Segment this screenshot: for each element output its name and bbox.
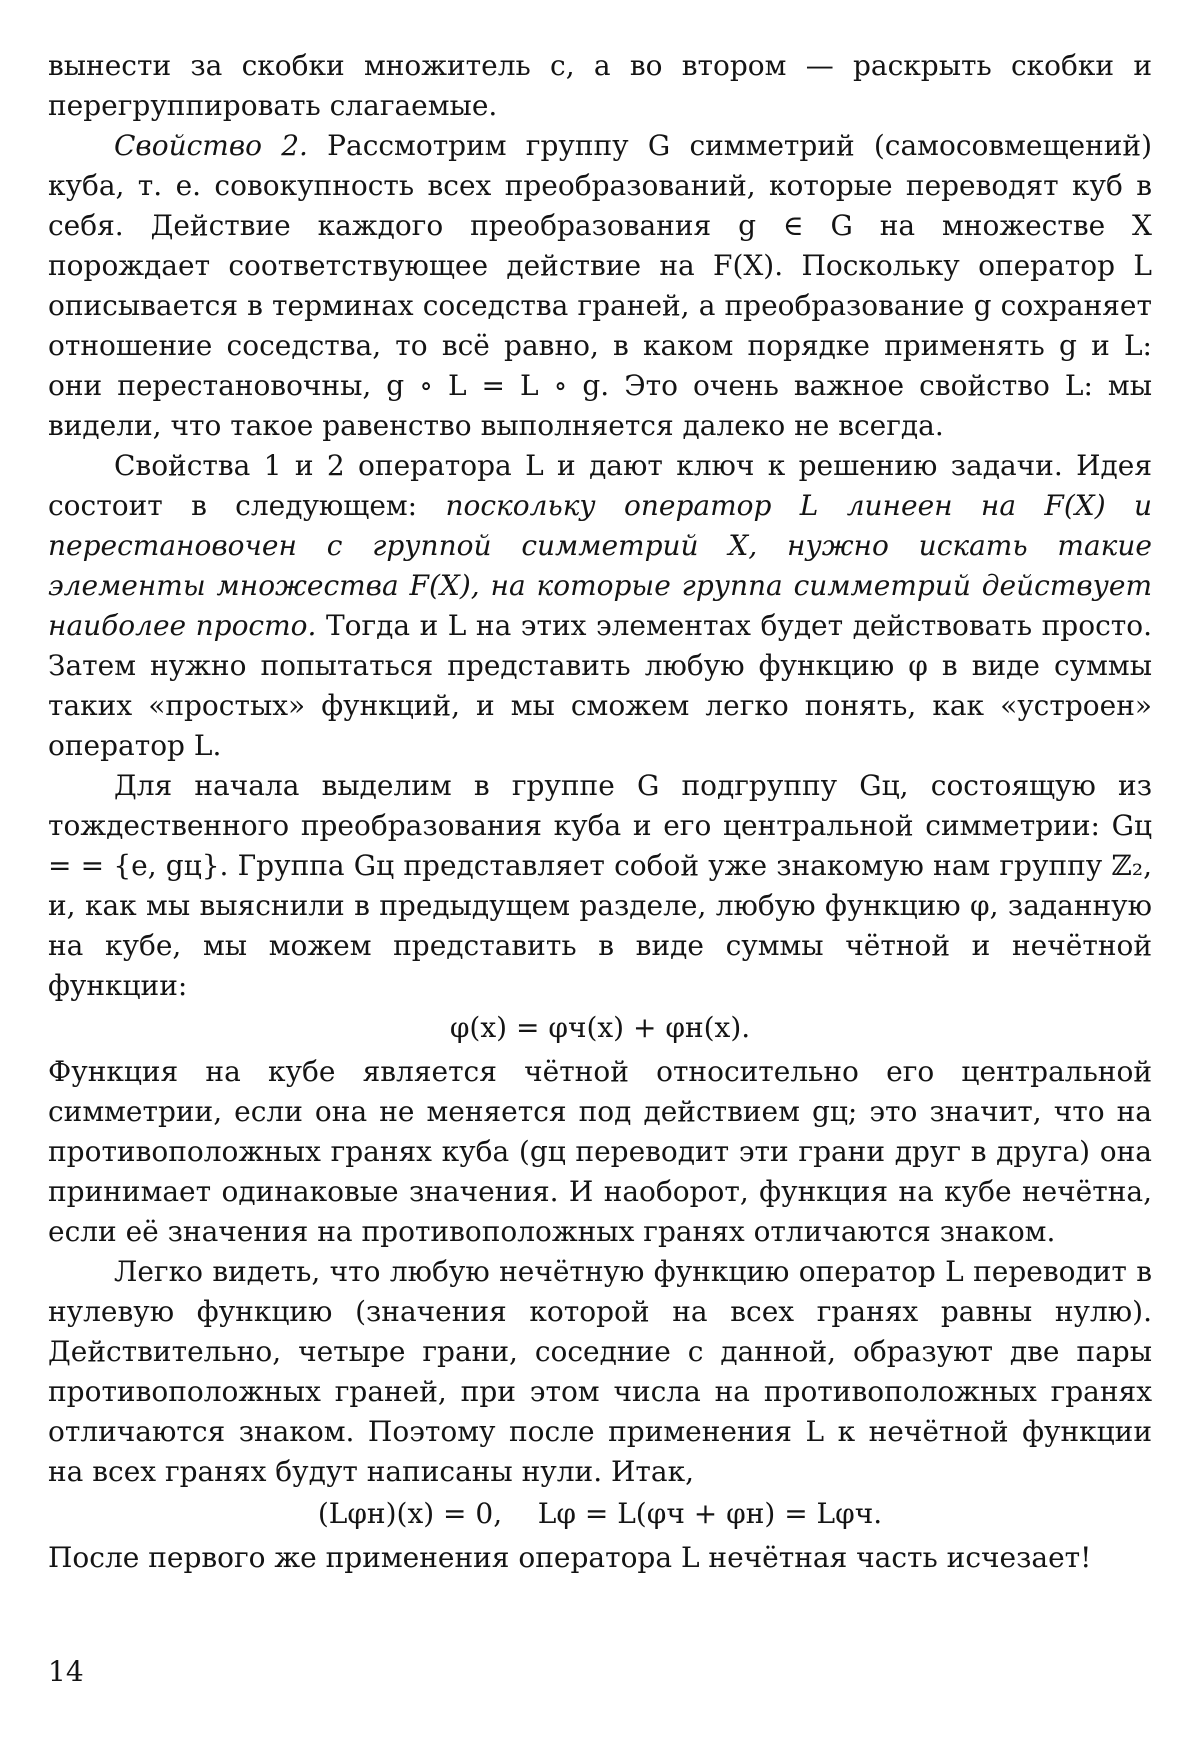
body-text xyxy=(48,46,1152,1578)
property-2-heading: Свойство 2. xyxy=(114,129,308,162)
idea-text-start: Свойства 1 и 2 оператора L и дают ключ к решению задачи. Идея состоит в следующем: xyxy=(48,449,1152,522)
odd-function-text: Легко видеть, что любую нечётную функцию оператор L переводит в нулевую функцию (значения которой на всех гранях равны нулю). Действительно, четыре грани, соседние с данной, образуют две пары противоположных граней, при этом числа на противоположных гранях отличаются знаком. Поэтому после применения L к нечётной функции на всех гранях будут написаны нули. Итак, xyxy=(48,1255,1152,1488)
paragraph-1-text: вынести за скобки множитель c, а во втором — раскрыть скобки и перегруппировать слагаемые. xyxy=(48,49,1152,122)
paragraph-1 xyxy=(48,46,1152,126)
page-number: 14 xyxy=(48,1655,84,1688)
even-function-text: Функция на кубе является чётной относительно его центральной симметрии, если она не меняется под действием gц; это значит, что на противоположных гранях куба (gц переводит эти грани друг в друга) она принимает одинаковые значения. И наоборот, функция на кубе нечётна, если её значения на противоположных гранях отличаются знаком. xyxy=(48,1055,1152,1248)
paragraph-subgroup xyxy=(48,766,1152,1006)
formula-operator-result: (Lφн)(x) = 0, Lφ = L(φч + φн) = Lφч. xyxy=(317,1497,883,1530)
formula-even-odd-decomposition: φ(x) = φч(x) + φн(x). xyxy=(449,1011,751,1044)
paragraph-conclusion xyxy=(48,1538,1152,1578)
subgroup-text: Для начала выделим в группе G подгруппу Gц, состоящую из тождественного преобразования куба и его центральной симметрии: Gц = = {e, gц}. Группа Gц представляет собой уже знакомую нам группу ℤ₂, и, как мы выяснили в предыдущем разделе, любую функцию φ, заданную на кубе, мы можем представить в виде суммы чётной и нечётной функции: xyxy=(48,769,1152,1002)
paragraph-even-function xyxy=(48,1052,1152,1252)
conclusion-text: После первого же применения оператора L нечётная часть исчезает! xyxy=(48,1541,1092,1574)
paragraph-idea xyxy=(48,446,1152,766)
property-2-text: Рассмотрим группу G симметрий (самосовмещений) куба, т. е. совокупность всех преобразований, которые переводят куб в себя. Действие каждого преобразования g ∈ G на множестве X порождает соответствующее действие на F(X). Поскольку оператор L описывается в терминах соседства граней, а преобразование g сохраняет отношение соседства, то всё равно, в каком порядке применять g и L: они перестановочны, g ∘ L = L ∘ g. Это очень важное свойство L: мы видели, что такое равенство выполняется далеко не всегда. xyxy=(48,129,1152,442)
idea-text-end: Тогда и L на этих элементах будет действовать просто. Затем нужно попытаться представить любую функцию φ в виде суммы таких «простых» функций, и мы сможем легко понять, как «устроен» оператор L. xyxy=(48,609,1152,762)
paragraph-property-2 xyxy=(48,126,1152,446)
paragraph-odd-function xyxy=(48,1252,1152,1492)
idea-emphasis: поскольку оператор L линеен на F(X) и перестановочен с группой симметрий X, нужно искать такие элементы множества F(X), на которые группа симметрий действует наиболее просто. xyxy=(48,489,1152,642)
